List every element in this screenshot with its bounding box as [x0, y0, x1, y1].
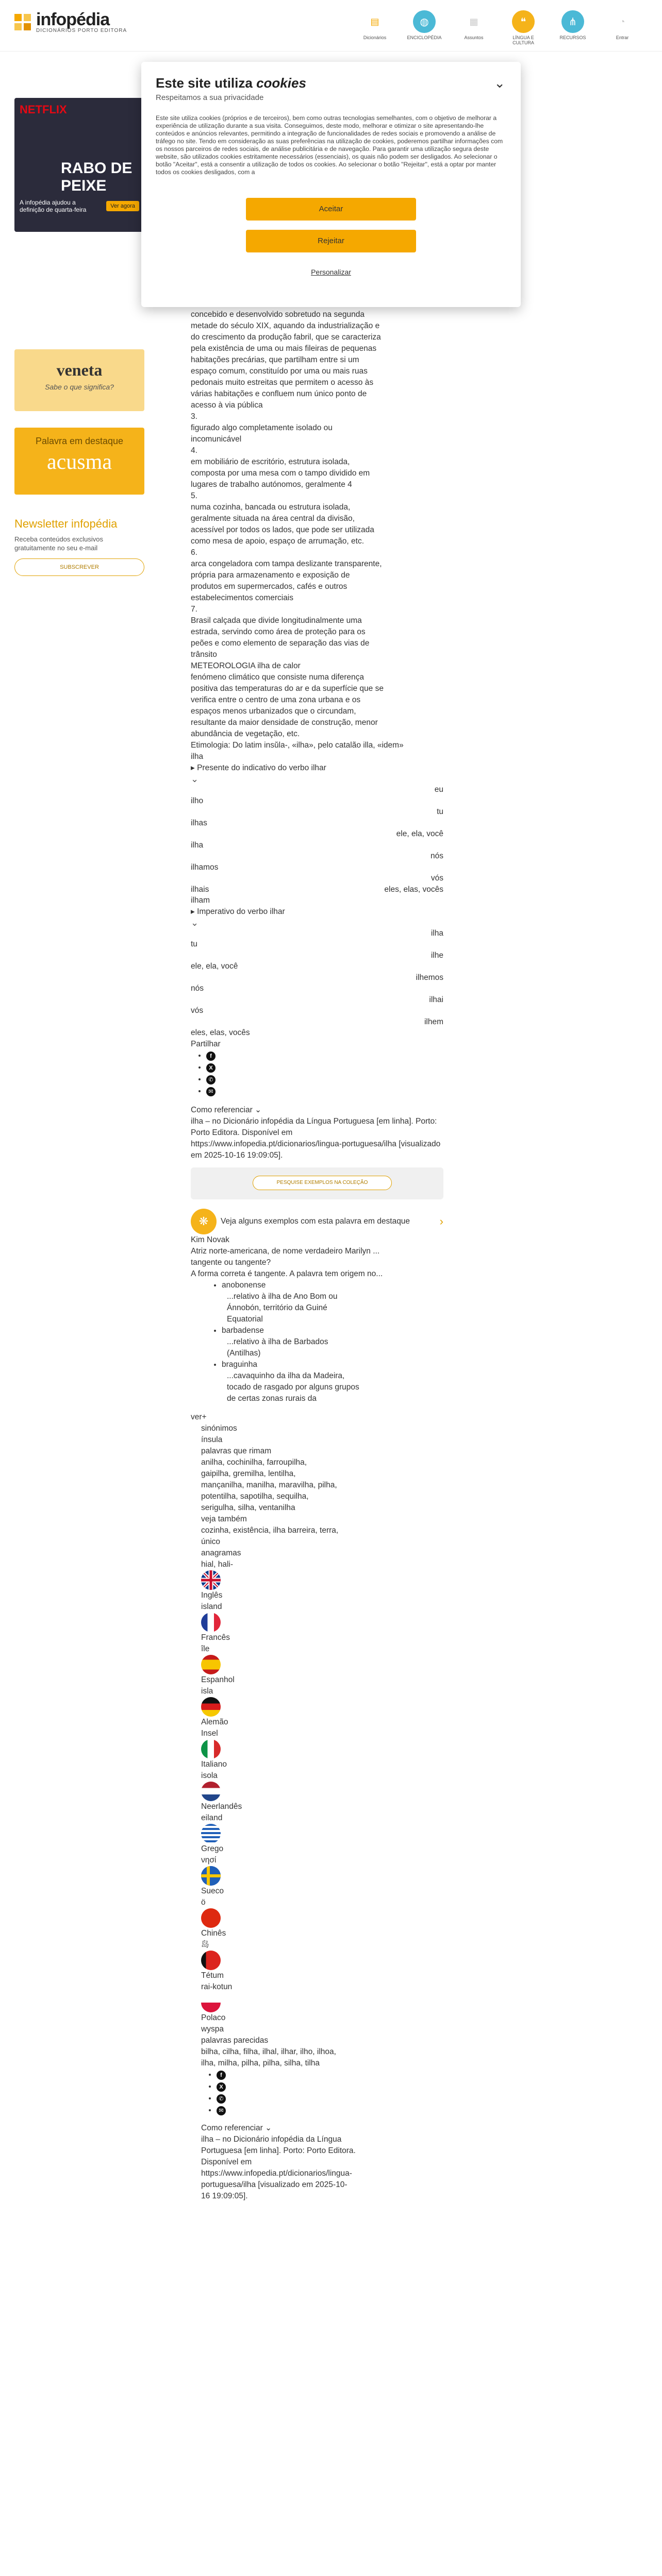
example-item[interactable] [222, 1359, 443, 1404]
synonyms-block [201, 1423, 443, 1570]
synonym-line: único [201, 1537, 221, 1546]
share-item[interactable] [217, 2069, 443, 2081]
share-list [206, 1050, 443, 1097]
conjugation-right: eu [434, 785, 443, 794]
synonym-line: serigulha, silha, ventanilha [201, 1503, 295, 1512]
definition-line: Brasil calçada que divide longitudinalmente uma [191, 616, 362, 625]
conjugation-right: tu [437, 807, 443, 816]
translation-language: Espanhol [201, 1675, 235, 1684]
conjugation-row [191, 895, 443, 906]
email-icon[interactable]: ✉ [217, 2106, 226, 2115]
examples-label: Veja alguns exemplos com esta palavra em destaque [221, 1216, 410, 1226]
cookie-accept-button[interactable]: Aceitar [246, 198, 416, 221]
translation-word: Insel [201, 1728, 218, 1738]
definition-line: geralmente situada na área central da divisão, [191, 514, 355, 523]
definition-line: espaços menos urbanizados que o circundam, [191, 707, 356, 716]
translation-language: Tétum [201, 1971, 224, 1980]
conjugation-row [191, 994, 443, 1006]
book-icon: ▤ [370, 16, 379, 27]
translation-word: island [201, 1602, 222, 1611]
example-snippet: de certas zonas rurais da [227, 1394, 317, 1403]
conjugation-left: ele, ela, você [191, 962, 238, 971]
definition-line: peões e como elemento de separação das vias de [191, 639, 370, 648]
translation-word: isola [201, 1771, 218, 1780]
share-label: Partilhar [191, 1039, 221, 1048]
chevron-down-icon: ⌄ [265, 2123, 272, 2132]
nav-item-4[interactable] [554, 10, 592, 45]
examples-search-box [191, 1167, 443, 1199]
definition-line: habitações precárias, que partilham entre si um [191, 355, 359, 364]
translation-word: île [201, 1644, 210, 1653]
conjugation-left: ilha [191, 840, 204, 850]
cite2-line: Disponível em [201, 2157, 252, 2166]
conjugation-row [191, 784, 443, 795]
definition-line: arca congeladora com tampa deslizante transparente, [191, 560, 382, 568]
definition-line: estabelecimentos comerciais [191, 594, 294, 602]
arrow-right-icon[interactable]: › [439, 1214, 443, 1228]
whatsapp-icon[interactable]: ✆ [206, 1075, 216, 1084]
conjugation-left: nós [191, 984, 204, 993]
word-of-the-day[interactable] [14, 349, 144, 411]
promo-caption: A infopédia ajudou a definição de quarta-feira [20, 199, 87, 213]
definition-line: positiva das temperaturas do ar e da superfície que se [191, 684, 384, 693]
nav-item-label: Entrar [616, 35, 629, 40]
conjugation-right: eles, elas, vocês [384, 885, 443, 894]
translation-it[interactable] [201, 1739, 443, 1782]
definition-line: pedonais muito estreitas que permitem o acesso às [191, 378, 374, 387]
conjugation-right: ilhe [431, 951, 443, 960]
examples-list [222, 1280, 443, 1404]
cookie-title [156, 75, 506, 91]
conjugation-row [191, 939, 443, 950]
present-label: Presente do indicativo do verbo ilhar [197, 764, 326, 772]
synonym-line: ínsula [201, 1435, 223, 1444]
quote-icon: ❝ [512, 10, 535, 33]
example-term[interactable]: • braguinha [222, 1360, 257, 1369]
share-item[interactable] [217, 2105, 443, 2116]
translation-nl[interactable] [201, 1782, 443, 1824]
user-icon: ◔ [619, 16, 625, 27]
newsletter-description: Receba conteúdos exclusivos gratuitamente no seu e-mail [14, 535, 103, 552]
flag-fr-icon [201, 1613, 221, 1632]
definition-line: verifica entre o centro de uma zona urbana e os [191, 696, 361, 704]
definition-line: como mesa de apoio, espaço de arrumação, etc. [191, 537, 365, 546]
translation-word: wyspa [201, 2024, 224, 2033]
share-item[interactable] [217, 2081, 443, 2093]
definition-line: pela existência de uma ou mais fileiras de pequenas [191, 344, 377, 353]
conjugation-row [191, 961, 443, 972]
share-item[interactable] [206, 1074, 443, 1086]
example-item[interactable] [222, 1325, 443, 1359]
example-snippet: ...relativo à ilha de Ano Bom ou [227, 1292, 338, 1301]
definition-line: 3. [191, 412, 197, 421]
examples-icon: ❋ [191, 1209, 217, 1234]
translation-es[interactable] [201, 1655, 443, 1697]
conjugation-row [191, 862, 443, 873]
examples-line-3: A forma correta é tangente. A palavra tem origem no... [191, 1269, 383, 1278]
synonym-line: gaipilha, gremilha, lentilha, [201, 1469, 296, 1478]
chevron-down-icon[interactable]: ⌄ [191, 917, 199, 928]
conjugation-row [191, 950, 443, 961]
definition-line: lugares de trabalho autónomos, geralmente 4 [191, 480, 352, 489]
promo-banner[interactable] [14, 98, 144, 232]
nav-item-0[interactable] [356, 10, 394, 45]
highlight-word: acusma [47, 450, 112, 474]
flag-it-icon [201, 1739, 221, 1759]
definition-line: própria para armazenamento e exposição de [191, 571, 350, 580]
synonym-line: mançanilha, manilha, maravilha, pilha, [201, 1480, 337, 1489]
cite-label: Como referenciar [191, 1105, 253, 1114]
examples-author[interactable]: Kim Novak [191, 1235, 229, 1244]
imperative-label: Imperativo do verbo ilhar [197, 907, 285, 916]
imperative-toggle[interactable]: ▸ Imperativo do verbo ilhar [191, 907, 285, 916]
related-label: palavras parecidas [201, 2036, 269, 2045]
definition-line: composta por uma mesa com o tampo dividido em [191, 469, 370, 478]
translation-se[interactable] [201, 1866, 443, 1908]
definition-line: acesso à via pública [191, 401, 263, 410]
translation-language: Polaco [201, 2013, 226, 2022]
present-toggle[interactable]: ▸ Presente do indicativo do verbo ilhar [191, 764, 326, 772]
examples-line-1: Atriz norte-americana, de nome verdadeiro Marilyn ... [191, 1246, 380, 1256]
conjugation-right: ilha [431, 928, 443, 938]
translation-language: Francês [201, 1633, 230, 1642]
translation-fr[interactable] [201, 1613, 443, 1655]
flag-cn-icon [201, 1908, 221, 1928]
cookie-body: Este site utiliza cookies (próprios e de terceiros), bem como outras tecnologias semelhantes, com o objetivo de melhorar a experiência de utilização durante a sua visita. Conseguimos, deste modo, melhorar e otimizar o site apresentando-lhe conteúdos e anúncios relevantes, permitindo a integração de funcionalidades de redes sociais e promovendo a análise de tráfego no site. Tendo em consideração as suas preferências na utilização de cookies, poderemos partilhar informações com os nossos parceiros de redes sociais, de análise publicitária e de navegação. Para garantir uma utilização segura deste website, são utilizados cookies estritamente necessários (essenciais), os quais não podem ser desligados. Ao selecionar o botão "Aceitar", está a consentir a utilização de todos os cookies. Ao selecionar o botão "Rejeitar", está a optar por manter todos os cookies desligados, com a [156, 114, 503, 176]
cookie-title-text: Este site utiliza [156, 75, 253, 91]
x-icon[interactable]: X [206, 1063, 216, 1073]
example-snippet: tocado de rasgado por alguns grupos [227, 1382, 359, 1392]
main-content [191, 309, 443, 2202]
nav-item-1[interactable] [405, 10, 443, 45]
conjugation-row [191, 806, 443, 818]
x-icon[interactable]: X [217, 2082, 226, 2092]
translation-language: Italiano [201, 1759, 227, 1769]
wotd-word: veneta [56, 361, 103, 379]
flag-nl-icon [201, 1782, 221, 1801]
cite2-line: https://www.infopedia.pt/dicionarios/lingua- [201, 2168, 352, 2178]
conjugation-row [191, 1016, 443, 1028]
translation-tl[interactable] [201, 1951, 443, 1993]
flag-uk-icon [201, 1570, 221, 1590]
flag-gr-icon [201, 1824, 221, 1843]
translation-language: Inglês [201, 1590, 223, 1600]
flag-de-icon [201, 1697, 221, 1717]
example-term[interactable]: • barbadense [222, 1326, 264, 1335]
cite2-line: ilha – no Dicionário infopédia da Língua [201, 2134, 342, 2144]
conjugation-row [191, 873, 443, 884]
top-nav [356, 10, 641, 45]
cite-toggle[interactable] [191, 1105, 443, 1116]
conjugation-row [191, 851, 443, 862]
definition-line: resultante da maior densidade de construção, menor [191, 718, 378, 727]
definition-line: abundância de vegetação, etc. [191, 730, 300, 738]
promo-watch-button[interactable]: Ver agora [106, 201, 139, 211]
conjugation-row [191, 928, 443, 939]
newsletter-subscribe-button[interactable]: SUBSCREVER [14, 558, 144, 576]
share-list-2 [217, 2069, 443, 2116]
definition-line: 5. [191, 492, 197, 500]
cite2-line: Portuguesa [em linha]. Porto: Porto Editora. [201, 2146, 356, 2155]
synonym-line: cozinha, existência, ilha barreira, terra, [201, 1526, 339, 1535]
translation-language: Grego [201, 1844, 224, 1853]
flag-se-icon [201, 1866, 221, 1886]
translation-language: Sueco [201, 1886, 224, 1895]
definition-line: espaço comum, constituído por uma ou mais ruas [191, 367, 368, 376]
nav-item-label: Dicionários [363, 35, 387, 40]
conjugation-row [191, 1027, 443, 1039]
conjugation-right: ilhem [424, 1017, 443, 1026]
newsletter-title: Newsletter infopédia [14, 517, 118, 530]
etymology: Etimologia: Do latim insŭla-, «ilha», pelo catalão illa, «idem» [191, 741, 404, 750]
translation-word: rai-kotun [201, 1982, 233, 1991]
definition-line: numa cozinha, bancada ou estrutura isolada, [191, 503, 351, 512]
site-header [0, 0, 662, 52]
sidebar [14, 98, 144, 576]
nav-item-label: RECURSOS [559, 35, 586, 40]
flag-es-icon [201, 1655, 221, 1674]
translations-list [191, 1570, 443, 2035]
synonym-line: anagramas [201, 1548, 241, 1557]
definition-line: produtos em supermercados, cafés e outros [191, 582, 347, 591]
cookie-consent-dialog [141, 62, 521, 307]
definition-line: 4. [191, 446, 197, 455]
share-item[interactable] [206, 1050, 443, 1062]
flag-pl-icon [201, 1993, 221, 2012]
translation-cn[interactable] [201, 1908, 443, 1951]
share-item[interactable] [217, 2093, 443, 2105]
conjugation-row [191, 840, 443, 851]
nav-item-label: LÍNGUA E CULTURA [512, 35, 534, 45]
conjugation-left: ilho [191, 796, 204, 805]
conjugation-right: nós [431, 852, 443, 860]
definition-line: 6. [191, 548, 197, 557]
promo-show-title: RABO DE PEIXE [61, 160, 133, 194]
conjugation-left: ilhamos [191, 862, 219, 872]
conjugation-row [191, 884, 443, 895]
example-snippet: Ánnobón, território da Guiné [227, 1303, 327, 1312]
conjugation-right: ele, ela, você [396, 829, 443, 838]
headword: ilha [191, 752, 204, 761]
present-conjugation [191, 784, 443, 906]
examples-line-2[interactable]: tangente ou tangente? [191, 1258, 271, 1267]
conjugation-left: tu [191, 940, 197, 948]
examples-header[interactable] [191, 1209, 443, 1234]
newsletter-box [14, 517, 144, 576]
synonym-line: anilha, cochinilha, farroupilha, [201, 1458, 307, 1467]
cite2-toggle[interactable] [201, 2123, 443, 2134]
definition-line: em mobiliário de escritório, estrutura isolada, [191, 457, 350, 466]
promo-brand: NETFLIX [20, 103, 67, 116]
whatsapp-icon[interactable]: ✆ [217, 2094, 226, 2104]
translation-de[interactable] [201, 1697, 443, 1739]
nav-item-2[interactable] [455, 10, 493, 45]
translation-word: 岛 [201, 1940, 209, 1949]
chevron-down-icon[interactable]: ⌄ [494, 75, 505, 91]
conjugation-row [191, 828, 443, 840]
conjugation-right: ilhai [429, 995, 443, 1004]
conjugation-row [191, 818, 443, 829]
synonym-line: veja também [201, 1514, 247, 1523]
translation-language: Chinês [201, 1928, 226, 1938]
conjugation-left: vós [191, 1006, 204, 1015]
share-item[interactable] [206, 1062, 443, 1074]
conjugation-left: ilham [191, 896, 210, 905]
grid-icon: ▦ [469, 16, 478, 27]
example-term[interactable]: • anobonense [222, 1280, 266, 1290]
conjugation-right: ilhemos [416, 973, 443, 982]
definition-line: acessível por todos os lados, que pode ser utilizada [191, 526, 374, 534]
definition-line: METEOROLOGIA ilha de calor [191, 662, 301, 670]
synonym-line: hial, hali- [201, 1560, 234, 1569]
imperative-conjugation [191, 928, 443, 1039]
example-snippet: (Antilhas) [227, 1348, 261, 1358]
wotd-question: Sabe o que significa? [45, 383, 114, 391]
definition-block [191, 309, 443, 740]
cookie-title-italic: cookies [256, 75, 306, 91]
translation-uk[interactable] [201, 1570, 443, 1613]
logo-mark-icon [14, 14, 32, 31]
translation-word: νησί [201, 1855, 217, 1865]
definition-line: incomunicável [191, 435, 242, 444]
cite-text: ilha – no Dicionário infopédia da Língua Portuguesa [em linha]. Porto: Porto Editora. Disponível em https://www.infopedia.pt/dicionarios/lingua-portuguesa/ilha [visualizado em 2025-10-16 19:09:05]. [191, 1116, 441, 1160]
translation-gr[interactable] [201, 1824, 443, 1866]
related-words [201, 2046, 443, 2069]
example-item[interactable] [222, 1280, 443, 1325]
chevron-down-icon[interactable]: ⌄ [191, 774, 199, 784]
example-snippet: ...relativo à ilha de Barbados [227, 1337, 328, 1346]
definition-line: metade do século XIX, aquando da industrialização e [191, 321, 380, 330]
chevron-down-icon: ⌄ [255, 1105, 262, 1114]
cite2-text [201, 2134, 443, 2202]
definition-line: várias habitações e confluem num único ponto de [191, 389, 367, 398]
logo-title: infopédia [36, 10, 110, 29]
share-item[interactable] [206, 1086, 443, 1097]
site-logo[interactable] [14, 11, 127, 33]
conjugation-right: vós [431, 874, 443, 883]
nav-item-5[interactable] [603, 10, 641, 45]
flag-tl-icon [201, 1951, 221, 1970]
definition-line: trânsito [191, 650, 217, 659]
nav-item-3[interactable] [504, 10, 542, 45]
example-snippet: ...cavaquinho da ilha da Madeira, [227, 1371, 345, 1380]
highlight-word-box[interactable] [14, 428, 144, 495]
conjugation-left: ilhas [191, 818, 207, 827]
logo-subtitle: DICIONÁRIOS PORTO EDITORA [36, 28, 127, 33]
related-line: ilha, milha, pilha, pilha, silha, tilha [201, 2058, 320, 2067]
cookie-reject-button[interactable]: Rejeitar [246, 230, 416, 252]
translation-word: eiland [201, 1813, 223, 1822]
translation-pl[interactable] [201, 1993, 443, 2035]
see-more-label[interactable]: ver+ [191, 1412, 207, 1421]
share-icon: ⋔ [561, 10, 584, 33]
facebook-icon[interactable]: f [217, 2071, 226, 2080]
synonym-line: palavras que rimam [201, 1446, 272, 1455]
email-icon[interactable]: ✉ [206, 1087, 216, 1096]
translation-word: isla [201, 1686, 213, 1696]
conjugation-row [191, 795, 443, 807]
definition-line: do crescimento da produção fabril, que se caracteriza [191, 333, 381, 342]
definition-line: 7. [191, 605, 197, 614]
conjugation-row [191, 983, 443, 994]
highlight-label: Palavra em destaque [35, 436, 124, 446]
definition-line: concebido e desenvolvido sobretudo na segunda [191, 310, 365, 319]
nav-item-label: ENCICLOPÉDIA [407, 35, 442, 40]
synonym-line: sinónimos [201, 1423, 237, 1433]
cookie-customize-link[interactable]: Personalizar [311, 268, 351, 276]
nav-item-label: Assuntos [464, 35, 484, 40]
cookie-subtitle: Respeitamos a sua privacidade [156, 93, 264, 102]
conjugation-row [191, 972, 443, 984]
related-line: bilha, cilha, filha, ilhal, ilhar, ilho, ilhoa, [201, 2047, 336, 2056]
synonym-line: potentilha, sapotilha, sequilha, [201, 1492, 309, 1501]
conjugation-row [191, 1005, 443, 1016]
cite2-label: Como referenciar [201, 2123, 263, 2132]
translation-language: Neerlandês [201, 1802, 242, 1811]
cite2-line: 16 19:09:05]. [201, 2191, 248, 2200]
conjugation-left: ilhais [191, 885, 209, 894]
translation-language: Alemão [201, 1717, 228, 1726]
definition-line: figurado algo completamente isolado ou [191, 423, 333, 432]
globe-icon: ◍ [413, 10, 436, 33]
translation-word: ö [201, 1897, 206, 1907]
conjugation-left: eles, elas, vocês [191, 1028, 250, 1037]
example-snippet: Equatorial [227, 1314, 263, 1324]
search-examples-button[interactable]: PESQUISE EXEMPLOS NA COLEÇÃO [253, 1176, 392, 1190]
definition-line: fenómeno climático que consiste numa diferença [191, 673, 365, 682]
cite2-line: portuguesa/ilha [visualizado em 2025-10- [201, 2180, 347, 2189]
definition-line: estrada, servindo como área de proteção para os [191, 628, 366, 636]
facebook-icon[interactable]: f [206, 1052, 216, 1061]
